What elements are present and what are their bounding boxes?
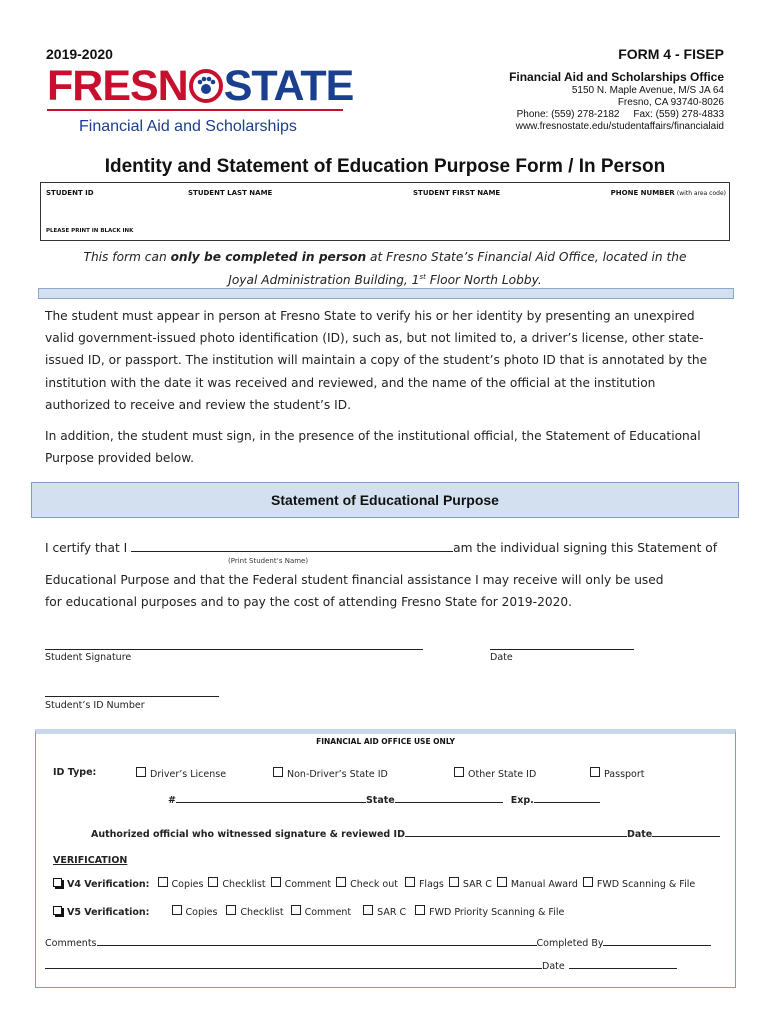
verification-option-label: Checklist (222, 879, 266, 890)
statement-text-2: Educational Purpose and that the Federal student financial assistance I may receive will only be used (45, 573, 664, 587)
verification-option-label: SAR C (462, 879, 492, 890)
v5-checkbox[interactable] (53, 906, 62, 915)
verification-checkbox[interactable] (158, 877, 168, 887)
office-contact-block (509, 70, 724, 133)
phone-number-label (611, 189, 726, 197)
verification-option[interactable] (583, 879, 695, 890)
student-id-number-field[interactable] (45, 678, 219, 697)
student-id-label: STUDENT ID (46, 189, 94, 197)
office-use-heading: FINANCIAL AID OFFICE USE ONLY (316, 737, 455, 746)
office-address: 5150 N. Maple Avenue, M/S JA 64 (571, 85, 724, 96)
certify-line: I certify that I am the individual signing this Statement of (45, 541, 718, 555)
verification-option-label: FWD Scanning & File (596, 879, 696, 890)
verification-option-label: FWD Priority Scanning & File (429, 907, 565, 918)
final-date-field[interactable] (569, 958, 677, 969)
signature-date-label: Date (490, 652, 513, 663)
verification-checkbox[interactable] (172, 905, 182, 915)
student-id-number-label: Student’s ID Number (45, 700, 145, 711)
drivers-license-checkbox[interactable] (136, 767, 146, 777)
logo-subtitle: Financial Aid and Scholarships (79, 118, 297, 135)
comments-row: Comments Completed By (45, 935, 711, 949)
verification-checkbox[interactable] (583, 877, 593, 887)
black-ink-note: PLEASE PRINT IN BLACK INK (46, 228, 134, 234)
signature-date-field[interactable] (490, 631, 634, 650)
comments-field-2[interactable] (45, 958, 542, 969)
office-name: Financial Aid and Scholarships Office (509, 70, 724, 84)
verification-option[interactable] (291, 907, 352, 918)
authorized-date-field[interactable] (652, 826, 720, 837)
verification-heading: VERIFICATION (53, 855, 128, 866)
paragraph-line: valid government-issued photo identification (ID), such as, but not limited to, a driver’s license, other state- (45, 331, 704, 346)
paragraph-line: institution with the date it was received and reviewed, and the name of the official at the institution (45, 375, 656, 390)
form-id: FORM 4 - FISEP (618, 46, 724, 62)
id-state-field[interactable] (395, 792, 503, 803)
id-type-non-driver-id[interactable]: Non-Driver’s State ID (273, 767, 388, 780)
student-id-field[interactable] (43, 198, 181, 226)
page-title: Identity and Statement of Education Purpose Form / In Person (104, 156, 666, 177)
verification-option-label: Checklist (240, 907, 284, 918)
student-info-box (40, 182, 730, 241)
verification-option-label: Flags (418, 879, 444, 890)
verification-option[interactable] (336, 879, 398, 890)
verification-option[interactable] (449, 879, 492, 890)
verification-option-label: Comment (284, 879, 332, 890)
print-student-name-field[interactable] (131, 539, 453, 552)
in-person-notice: This form can only be completed in person at Fresno State’s Financial Aid Office, located in the Joyal Administration Building, 1st Floor North Lobby. (83, 250, 687, 288)
office-use-box (35, 729, 736, 988)
verification-option-label: Comment (304, 907, 352, 918)
authorized-row: Authorized official who witnessed signature & reviewed ID Date (91, 826, 720, 840)
phone-label-text: PHONE NUMBER (610, 189, 675, 197)
id-exp-field[interactable] (534, 792, 600, 803)
paragraph-line: In addition, the student must sign, in the presence of the institutional official, the Statement of Educational (45, 429, 701, 443)
v4-verification-row: V4 Verification: Copies Checklist Comment Check out Flags SAR C Manual Award FWD Scanning & File (53, 877, 700, 890)
office-website: www.fresnostate.edu/studentaffairs/financialaid (515, 121, 724, 132)
verification-option[interactable] (405, 879, 444, 890)
v5-verification-row: V5 Verification: Copies Checklist Comment SAR C FWD Priority Scanning & File (53, 905, 569, 918)
verification-option-label: Copies (171, 879, 204, 890)
verification-checkbox[interactable] (271, 877, 281, 887)
other-state-id-checkbox[interactable] (454, 767, 464, 777)
signature-paragraph (45, 425, 735, 469)
divider-band (38, 288, 734, 299)
verification-option[interactable] (271, 879, 332, 890)
verification-checkbox[interactable] (226, 905, 236, 915)
id-hash-field[interactable] (176, 792, 366, 803)
verification-option[interactable] (415, 907, 564, 918)
verification-option[interactable] (158, 879, 204, 890)
statement-heading: Statement of Educational Purpose (31, 482, 739, 518)
verification-option[interactable] (208, 879, 265, 890)
completed-by-field[interactable] (603, 935, 711, 946)
phone-label-hint: (with area code) (676, 190, 726, 197)
verification-option-label: Check out (350, 879, 398, 890)
verification-checkbox[interactable] (405, 877, 415, 887)
verification-option-label: SAR C (377, 907, 407, 918)
id-type-passport[interactable]: Passport (590, 767, 645, 780)
passport-checkbox[interactable] (590, 767, 600, 777)
form-year: 2019-2020 (46, 46, 113, 62)
id-type-label: ID Type: (53, 767, 97, 778)
non-driver-id-checkbox[interactable] (273, 767, 283, 777)
id-number-row: # State Exp. (168, 792, 600, 806)
statement-text-3: for educational purposes and to pay the cost of attending Fresno State for 2019-2020. (45, 595, 572, 609)
student-last-name-field[interactable] (185, 198, 407, 226)
office-phone: Phone: (559) 278-2182 Fax: (559) 278-4833 (516, 109, 724, 120)
print-name-hint: (Print Student’s Name) (228, 557, 309, 565)
v4-checkbox[interactable] (53, 878, 62, 887)
logo-text-right: STATE (223, 62, 354, 110)
verification-checkbox[interactable] (363, 905, 373, 915)
verification-option-label: Copies (185, 907, 218, 918)
verification-option[interactable] (497, 879, 578, 890)
id-type-drivers-license[interactable]: Driver’s License (136, 767, 226, 780)
phone-number-field[interactable] (595, 198, 725, 226)
office-city: Fresno, CA 93740-8026 (617, 97, 724, 108)
paragraph-line: issued ID, or passport. The institution will maintain a copy of the student’s photo ID that is annotated by the (45, 353, 708, 368)
student-signature-label: Student Signature (45, 652, 132, 663)
student-first-name-field[interactable] (411, 198, 591, 226)
verification-option[interactable] (363, 907, 406, 918)
verification-checkbox[interactable] (291, 905, 301, 915)
verification-checkbox[interactable] (497, 877, 507, 887)
student-first-name-label: STUDENT FIRST NAME (413, 189, 501, 197)
verification-checkbox[interactable] (449, 877, 459, 887)
authorized-official-field[interactable] (405, 826, 627, 837)
id-type-other-state-id[interactable]: Other State ID (454, 767, 536, 780)
paragraph-line: Purpose provided below. (45, 451, 194, 466)
paw-logo-icon (189, 69, 223, 103)
final-date-row: Date (45, 958, 677, 972)
fresno-state-logo (47, 64, 353, 136)
identity-paragraph (45, 305, 735, 416)
verification-option-label: Manual Award (510, 879, 578, 890)
verification-checkbox[interactable] (415, 905, 425, 915)
verification-checkbox[interactable] (336, 877, 346, 887)
paragraph-line: authorized to receive and review the student’s ID. (45, 397, 351, 412)
student-signature-field[interactable] (45, 631, 423, 650)
student-last-name-label: STUDENT LAST NAME (188, 189, 273, 197)
verification-checkbox[interactable] (208, 877, 218, 887)
verification-option[interactable] (172, 907, 218, 918)
comments-field[interactable] (97, 935, 537, 946)
paragraph-line: The student must appear in person at Fresno State to verify his or her identity by presenting an unexpired (45, 309, 695, 323)
in-person-emphasis: only be completed in person (170, 250, 367, 264)
logo-text-left: FRESN (47, 62, 188, 110)
verification-option[interactable] (226, 907, 283, 918)
